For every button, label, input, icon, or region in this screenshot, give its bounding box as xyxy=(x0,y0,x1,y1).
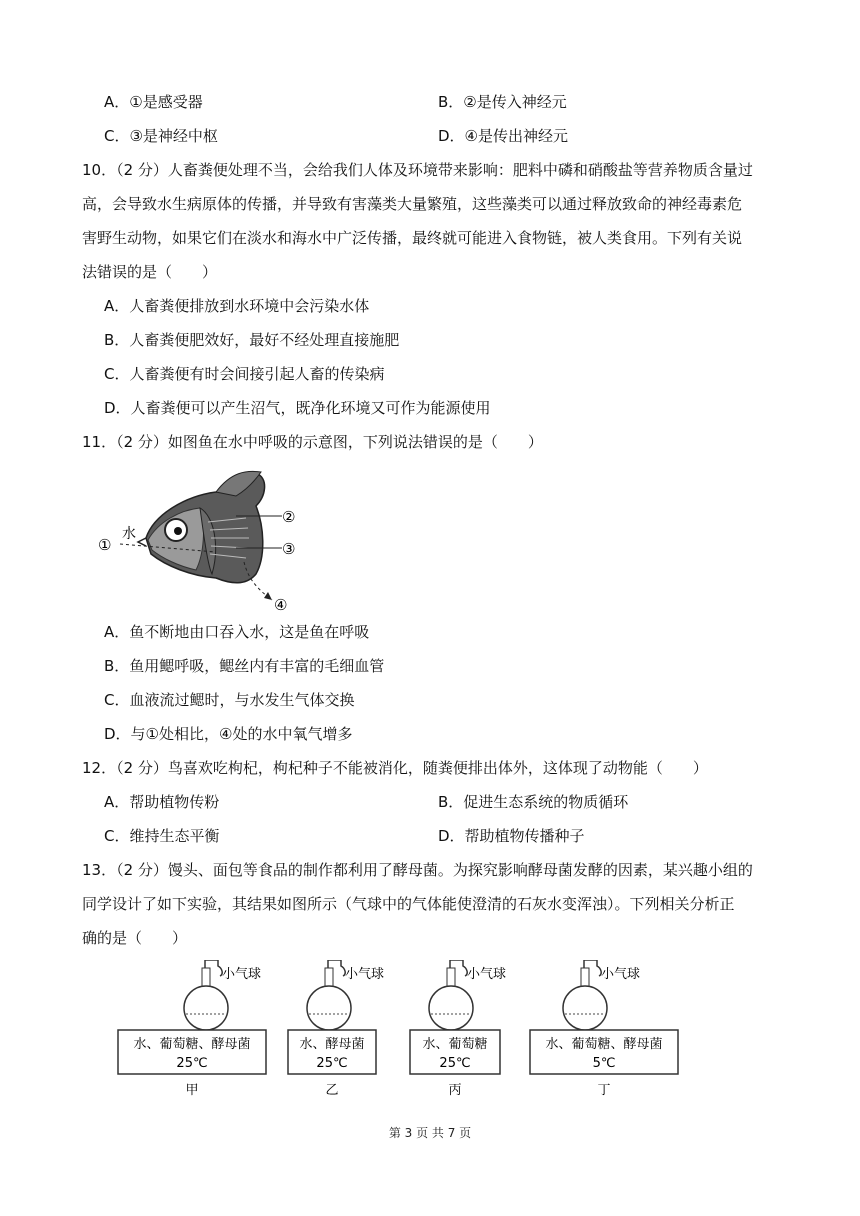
yeast-experiment-figure xyxy=(100,960,690,1100)
q10-option-a: A．人畜粪便排放到水环境中会污染水体 xyxy=(104,297,370,315)
q12-option-d: D．帮助植物传播种子 xyxy=(438,827,585,845)
balloon-label: 小气球 xyxy=(467,967,507,982)
flask-bing xyxy=(410,960,506,1098)
flask-name: 甲 xyxy=(185,1083,199,1098)
q9-option-c: C．③是神经中枢 xyxy=(104,127,218,145)
q11-option-c: C．血液流过鳃时，与水发生气体交换 xyxy=(104,691,355,709)
q11-option-a: A．鱼不断地由口吞入水，这是鱼在呼吸 xyxy=(104,623,370,641)
flask-name: 丙 xyxy=(448,1083,462,1098)
q11-stem: 11．（2 分）如图鱼在水中呼吸的示意图，下列说法错误的是（ ） xyxy=(82,433,543,451)
water-label: 水 xyxy=(122,526,136,542)
q10-option-c: C．人畜粪便有时会间接引起人畜的传染病 xyxy=(104,365,385,383)
q12-stem: 12．（2 分）鸟喜欢吃枸杞，枸杞种子不能被消化，随粪便排出体外，这体现了动物能（ ） xyxy=(82,759,708,777)
fish-respiration-figure xyxy=(96,466,316,614)
flask-yi xyxy=(288,960,384,1098)
flask-jia xyxy=(118,960,266,1098)
q13-stem-line-1: 13．（2 分）馒头、面包等食品的制作都利用了酵母菌。为探究影响酵母菌发酵的因素，某兴趣小组的 xyxy=(82,861,753,879)
flask-temp: 25℃ xyxy=(316,1056,348,1071)
flask-content: 水、葡萄糖、酵母菌 xyxy=(545,1037,663,1052)
q12-option-c: C．维持生态平衡 xyxy=(104,827,220,845)
page-footer: 第 3 页 共 7 页 xyxy=(388,1126,472,1140)
marker-3: ③ xyxy=(282,540,296,558)
flask-temp: 25℃ xyxy=(439,1056,471,1071)
flask-content: 水、酵母菌 xyxy=(299,1037,365,1052)
balloon-label: 小气球 xyxy=(601,967,641,982)
q10-stem-line-4: 法错误的是（ ） xyxy=(82,263,218,281)
fish-mouth xyxy=(138,538,146,546)
flask-name: 丁 xyxy=(597,1083,611,1098)
fish-pupil xyxy=(174,527,182,535)
flask-bulb xyxy=(429,986,473,1030)
q9-option-b: B．②是传入神经元 xyxy=(438,93,567,111)
q12-option-a: A．帮助植物传粉 xyxy=(104,793,220,811)
q13-stem-line-2: 同学设计了如下实验，其结果如图所示（气球中的气体能使澄清的石灰水变浑浊）。下列相关分析正 xyxy=(82,895,735,913)
flask-content: 水、葡萄糖、酵母菌 xyxy=(133,1037,251,1052)
balloon-label: 小气球 xyxy=(345,967,385,982)
q11-option-d: D．与①处相比，④处的水中氧气增多 xyxy=(104,725,353,743)
q10-option-b: B．人畜粪便肥效好，最好不经处理直接施肥 xyxy=(104,331,400,349)
marker-2: ② xyxy=(282,508,296,526)
q9-option-d: D．④是传出神经元 xyxy=(438,127,568,145)
flask-bulb xyxy=(307,986,351,1030)
q9-option-a: A．①是感受器 xyxy=(104,93,203,111)
q10-stem-line-1: 10．（2 分）人畜粪便处理不当，会给我们人体及环境带来影响：肥料中磷和硝酸盐等营养物质含量过 xyxy=(82,161,753,179)
flask-temp: 25℃ xyxy=(176,1056,208,1071)
marker-4: ④ xyxy=(274,596,288,614)
q10-stem-line-3: 害野生动物，如果它们在淡水和海水中广泛传播，最终就可能进入食物链，被人类食用。下列有关说 xyxy=(82,229,743,247)
flask-bulb xyxy=(184,986,228,1030)
outflow-arrowhead xyxy=(264,592,272,600)
q10-option-d: D．人畜粪便可以产生沼气，既净化环境又可作为能源使用 xyxy=(104,399,491,417)
marker-1: ① xyxy=(98,536,112,554)
flask-temp: 5℃ xyxy=(592,1056,616,1071)
flask-name: 乙 xyxy=(325,1083,339,1098)
q12-option-b: B．促进生态系统的物质循环 xyxy=(438,793,629,811)
flask-bulb xyxy=(563,986,607,1030)
flask-content: 水、葡萄糖 xyxy=(422,1037,488,1052)
q13-stem-line-3: 确的是（ ） xyxy=(82,929,188,947)
q10-stem-line-2: 高，会导致水生病原体的传播，并导致有害藻类大量繁殖，这些藻类可以通过释放致命的神经毒素危 xyxy=(82,195,743,213)
balloon-label: 小气球 xyxy=(222,967,262,982)
flask-ding xyxy=(530,960,678,1098)
q11-option-b: B．鱼用鳃呼吸，鳃丝内有丰富的毛细血管 xyxy=(104,657,385,675)
